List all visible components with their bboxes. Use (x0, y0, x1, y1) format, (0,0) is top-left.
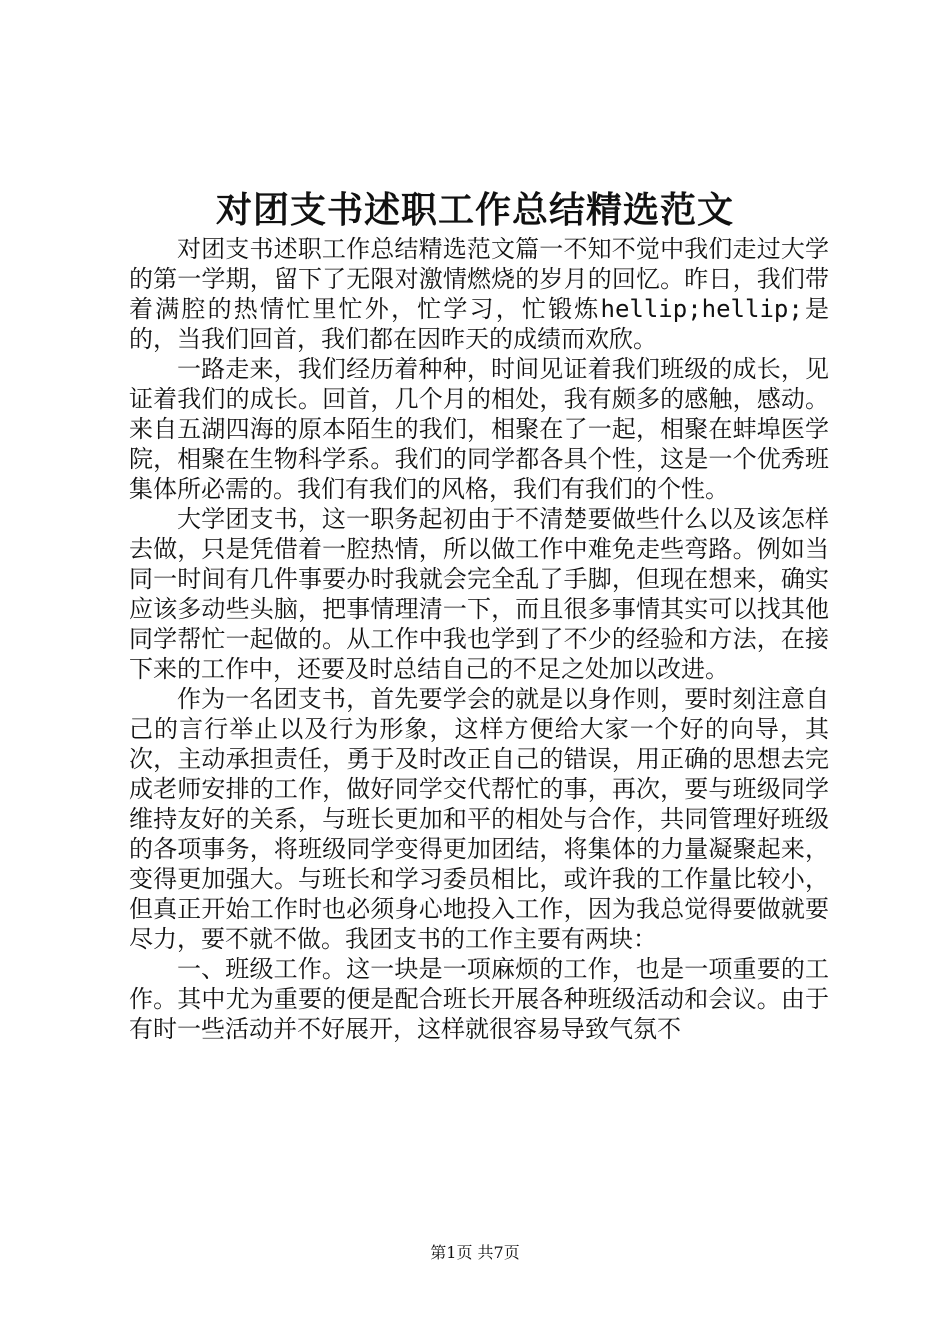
paragraph-1: 对团支书述职工作总结精选范文篇一不知不觉中我们走过大学的第一学期，留下了无限对激情燃烧的岁月的回忆。昨日，我们带着满腔的热情忙里忙外，忙学习，忙锻炼hellip;hellip;是的，当我们回首，我们都在因昨天的成绩而欢欣。 (129, 235, 829, 353)
document-title: 对团支书述职工作总结精选范文 (215, 189, 734, 231)
paragraph-3: 大学团支书，这一职务起初由于不清楚要做些什么以及该怎样去做，只是凭借着一腔热情，所以做工作中难免走些弯路。例如当同一时间有几件事要办时我就会完全乱了手脚，但现在想来，确实应该多动些头脑，把事情理清一下，而且很多事情其实可以找其他同学帮忙一起做的。从工作中我也学到了不少的经验和方法，在接下来的工作中，还要及时总结自己的不足之处加以改进。 (129, 505, 829, 683)
page-footer: 第1页 共7页 (430, 1243, 520, 1262)
document-body (129, 234, 829, 1044)
paragraph-4: 作为一名团支书，首先要学会的就是以身作则，要时刻注意自己的言行举止以及行为形象，这样方便给大家一个好的向导，其次，主动承担责任，勇于及时改正自己的错误，用正确的思想去完成老师安排的工作，做好同学交代帮忙的事，再次，要与班级同学维持友好的关系，与班长更加和平的相处与合作，共同管理好班级的各项事务，将班级同学变得更加团结，将集体的力量凝聚起来，变得更加强大。与班长和学习委员相比，或许我的工作量比较小，但真正开始工作时也必须身心地投入工作，因为我总觉得要做就要尽力，要不就不做。我团支书的工作主要有两块： (129, 685, 829, 953)
paragraph-5: 一、班级工作。这一块是一项麻烦的工作，也是一项重要的工作。其中尤为重要的便是配合班长开展各种班级活动和会议。由于有时一些活动并不好展开，这样就很容易导致气氛不 (129, 955, 829, 1043)
paragraph-2: 一路走来，我们经历着种种，时间见证着我们班级的成长，见证着我们的成长。回首，几个月的相处，我有颇多的感触，感动。来自五湖四海的原本陌生的我们，相聚在了一起，相聚在蚌埠医学院，相聚在生物科学系。我们的同学都各具个性，这是一个优秀班集体所必需的。我们有我们的风格，我们有我们的个性。 (129, 355, 829, 503)
